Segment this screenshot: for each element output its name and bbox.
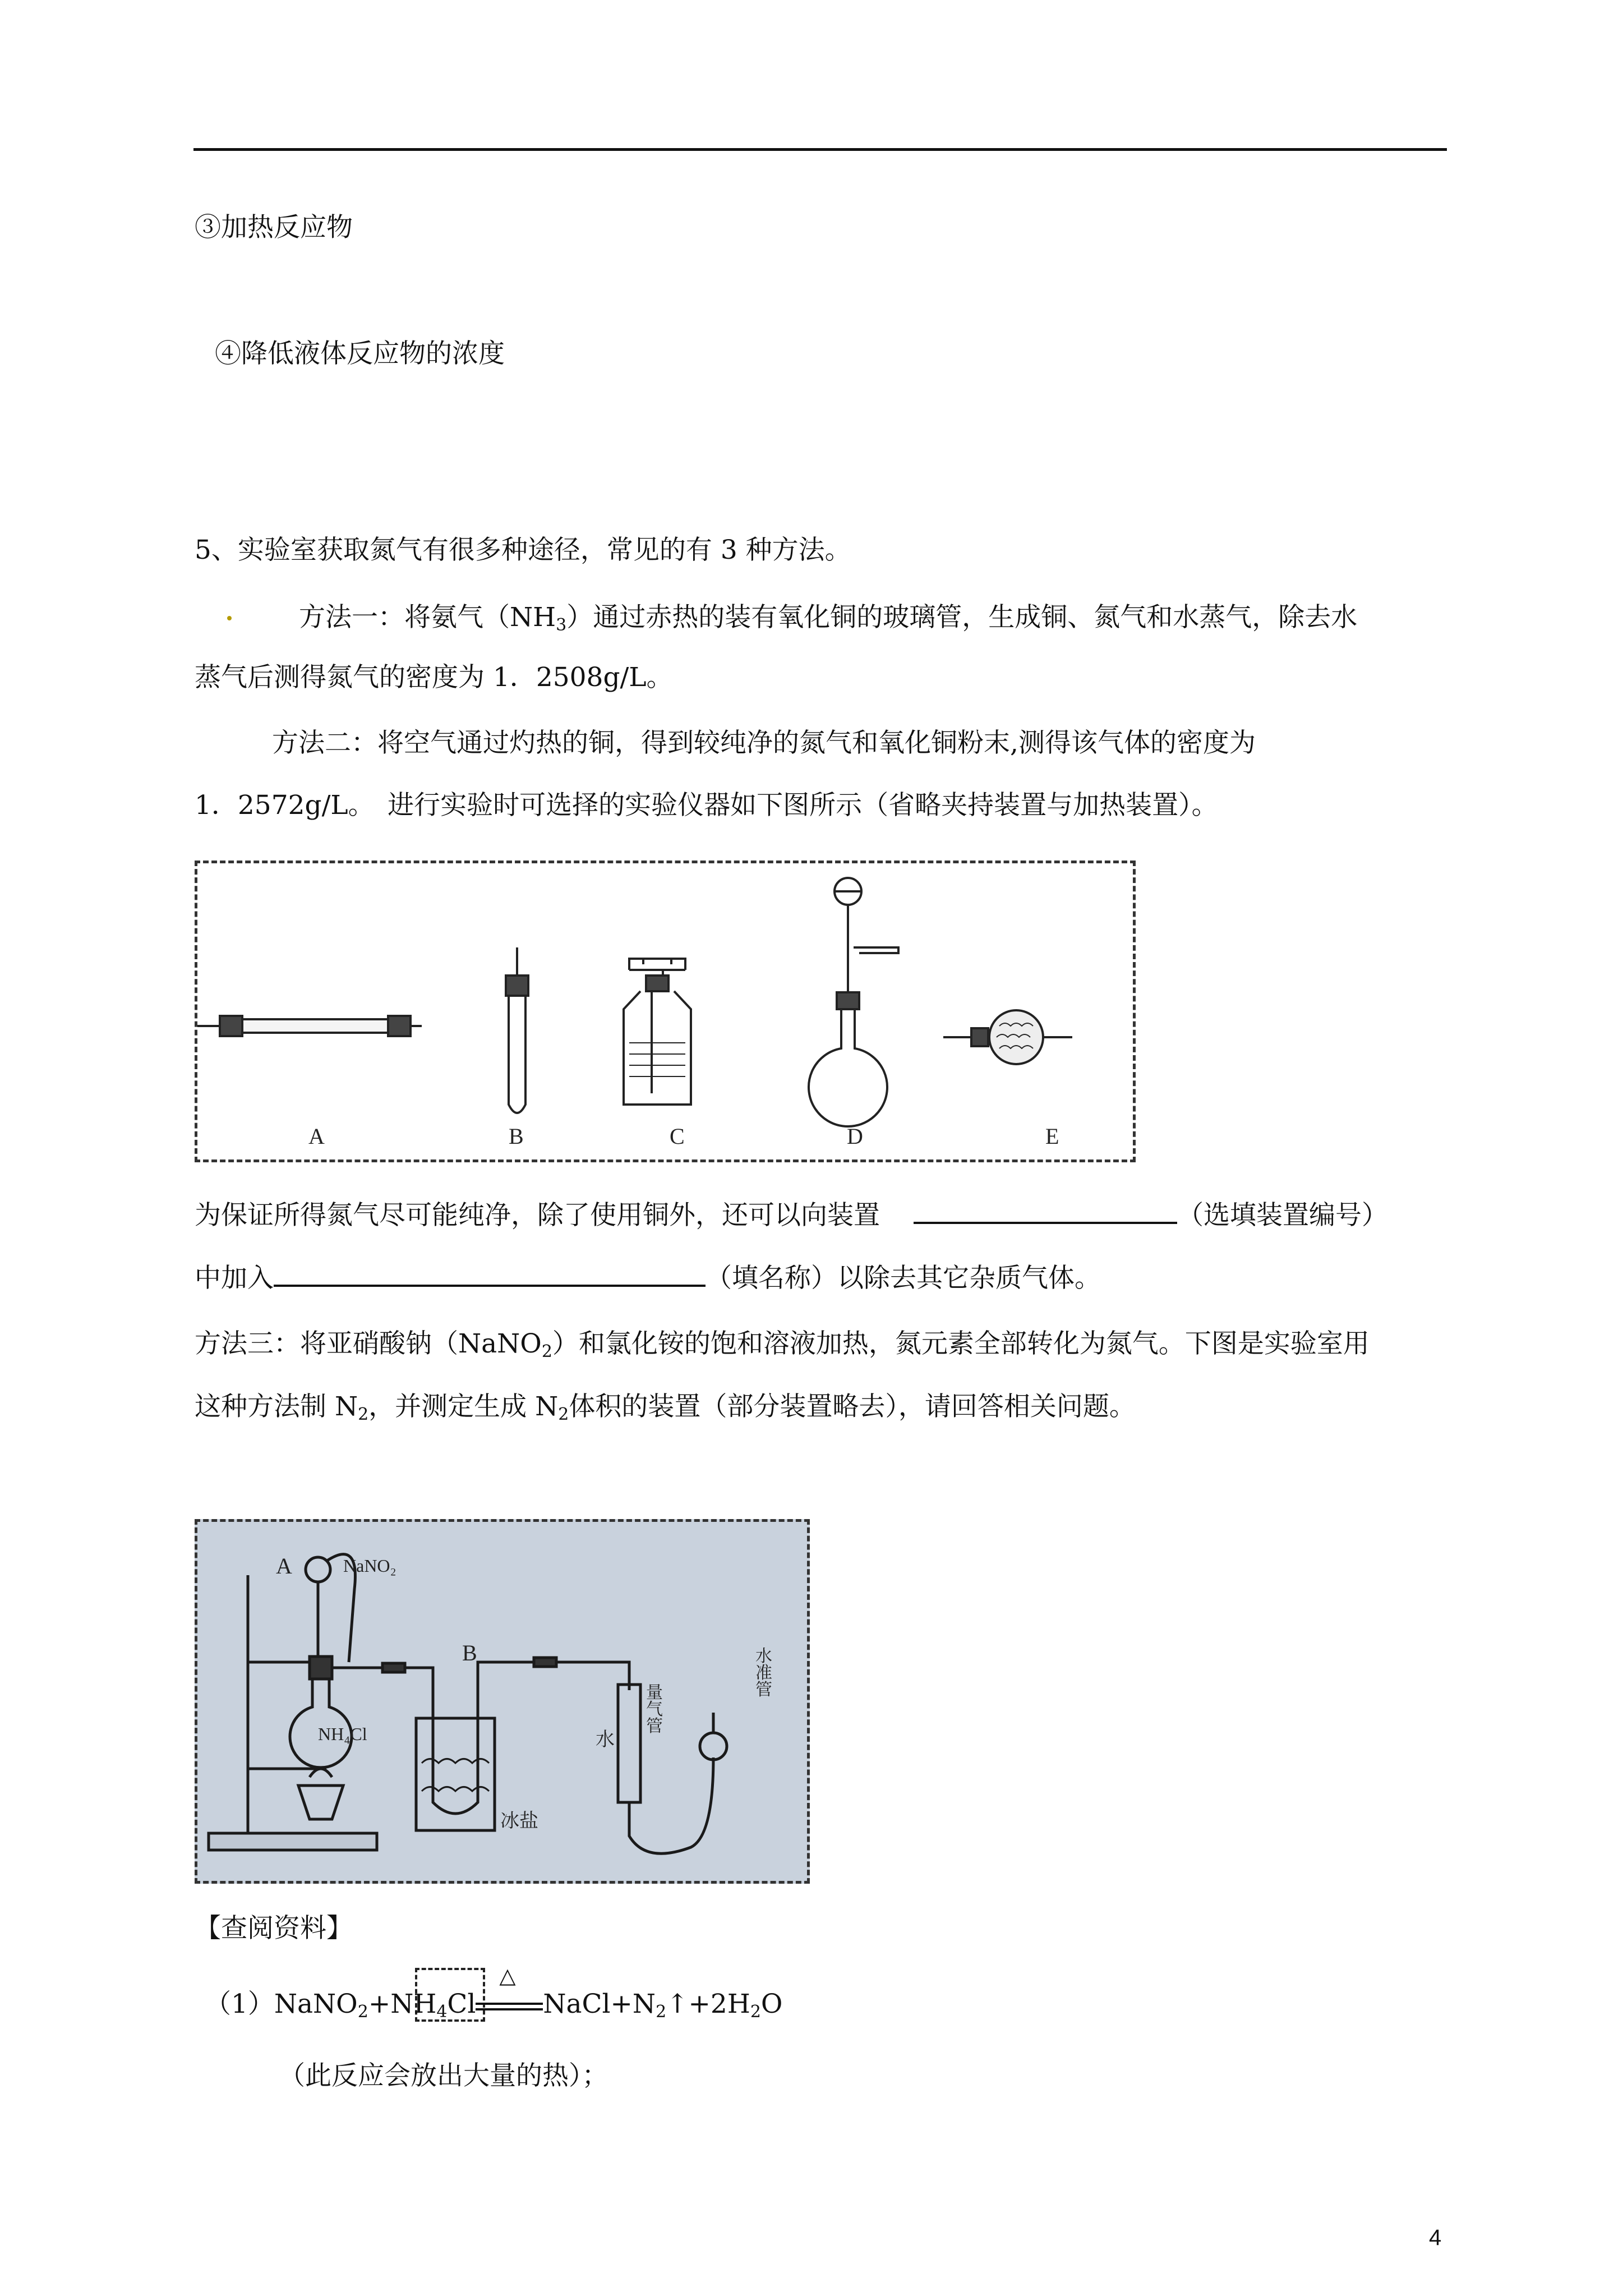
n2-apparatus-figure	[195, 1519, 810, 1884]
label-e: E	[1045, 1124, 1059, 1149]
label-ice-salt: 冰盐	[500, 1811, 538, 1832]
apparatus-figure-ae	[195, 861, 1136, 1162]
reference-heading: 【查阅资料】	[195, 1913, 353, 1944]
label-a2: A	[276, 1553, 292, 1579]
question-5: 5、实验室获取氮气有很多种途径，常见的有 3 种方法。	[195, 535, 851, 565]
answer-blank-reagent[interactable]	[274, 1262, 706, 1287]
option-4: ④降低液体反应物的浓度	[215, 338, 505, 369]
method-2-line-2: 1．2572g/L。 进行实验时可选择的实验仪器如下图所示（省略夹持装置与加热装置）。	[195, 790, 1218, 821]
label-leveling-tube: 水准管	[755, 1647, 772, 1699]
label-nh4cl: NH₄Cl	[318, 1724, 367, 1744]
answer-blank-device[interactable]	[914, 1199, 1177, 1224]
fill-line-1: 为保证所得氮气尽可能纯净，除了使用铜外，还可以向装置 （选填装置编号）	[195, 1200, 1388, 1231]
method-2-line-1: 方法二：将空气通过灼热的铜，得到较纯净的氮气和氧化铜粉末,测得该气体的密度为	[272, 728, 1256, 758]
label-water: 水	[596, 1729, 615, 1750]
option-3: ③加热反应物	[195, 212, 353, 243]
apparatus-drawing	[197, 863, 1133, 1159]
stray-dot	[227, 616, 232, 620]
equation-note: （此反应会放出大量的热）；	[279, 2060, 608, 2091]
delta-symbol: △	[499, 1963, 516, 1988]
page-number: 4	[1429, 2225, 1442, 2250]
fill-line-2: 中加入 （填名称）以除去其它杂质气体。	[195, 1263, 1101, 1294]
method-1-line-2: 蒸气后测得氮气的密度为 1．2508g/L。	[195, 662, 673, 693]
method-3-line-2: 这种方法制 $N_2$，并测定生成 $N_2$体积的装置（部分装置略去），请回答相关问题。	[195, 1391, 1136, 1424]
method-1-line-1: 方法一：将氨气$(NH_3)$通过赤热的装有氧化铜的玻璃管，生成铜、氮气和水蒸气，除去水	[299, 602, 1358, 635]
label-b2: B	[462, 1640, 477, 1665]
label-gauge-tube: 量气管	[646, 1683, 663, 1736]
method-3-line-1: 方法三：将亚硝酸钠（NaNO$_2$）和氯化铵的饱和溶液加热，氮元素全部转化为氮气。下图是实验室用	[195, 1328, 1370, 1361]
label-b: B	[509, 1124, 524, 1149]
label-d: D	[847, 1124, 863, 1149]
label-c: C	[670, 1124, 685, 1149]
header-rule	[193, 148, 1447, 151]
equation-1: $(1)NaNO_2+NH_4Cl$ △ $NaCl+N_2↑+2H_2O$	[205, 1963, 783, 2022]
label-nano2: NaNO₂	[343, 1556, 396, 1576]
label-a: A	[308, 1124, 325, 1149]
